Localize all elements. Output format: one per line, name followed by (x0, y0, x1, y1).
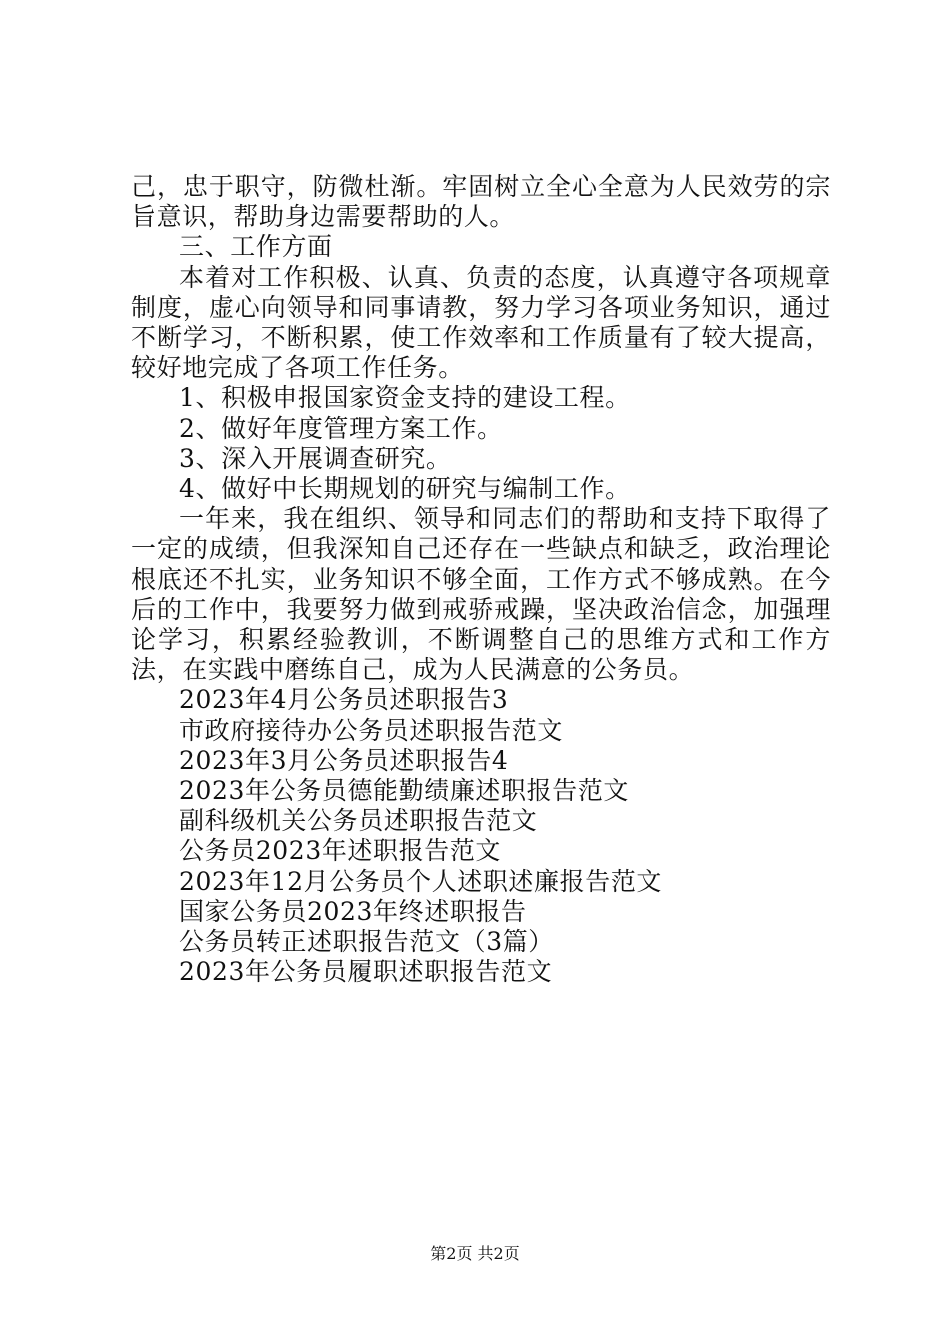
related-articles-list (131, 685, 831, 987)
document-body (131, 172, 831, 987)
related-article-link[interactable]: 2023年3月公务员述职报告4 (179, 745, 509, 775)
related-article-link[interactable]: 市政府接待办公务员述职报告范文 (179, 715, 564, 745)
paragraph-work-attitude: 本着对工作积极、认真、负责的态度，认真遵守各项规章制度，虚心向领导和同事请教，努力学习各项业务知识，通过不断学习，不断积累，使工作效率和工作质量有了较大提高，较好地完成了各项工作任务。 (131, 262, 831, 383)
section-heading-work: 三、工作方面 (179, 232, 333, 262)
list-item-3: 3、深入开展调查研究。 (179, 443, 452, 473)
list-item-4: 4、做好中长期规划的研究与编制工作。 (179, 474, 631, 504)
related-article-link[interactable]: 2023年公务员履职述职报告范文 (179, 957, 553, 987)
related-article-link[interactable]: 2023年公务员德能勤绩廉述职报告范文 (179, 776, 630, 806)
list-item-1: 1、积极申报国家资金支持的建设工程。 (179, 383, 631, 413)
page-number-footer: 第2页 共2页 (430, 1244, 520, 1263)
list-item-2: 2、做好年度管理方案工作。 (179, 413, 503, 443)
paragraph-continuation: 己，忠于职守，防微杜渐。牢固树立全心全意为人民效劳的宗旨意识，帮助身边需要帮助的人。 (131, 172, 831, 232)
related-article-link[interactable]: 公务员2023年述职报告范文 (179, 836, 502, 866)
related-article-link[interactable]: 公务员转正述职报告范文（3篇） (179, 927, 554, 957)
related-article-link[interactable]: 2023年4月公务员述职报告3 (179, 685, 509, 715)
related-article-link[interactable]: 副科级机关公务员述职报告范文 (179, 806, 538, 836)
paragraph-summary: 一年来，我在组织、领导和同志们的帮助和支持下取得了一定的成绩，但我深知自己还存在一些缺点和缺乏，政治理论根底还不扎实，业务知识不够全面，工作方式不够成熟。在今后的工作中，我要努力做到戒骄戒躁，坚决政治信念，加强理论学习，积累经验教训，不断调整自己的思维方式和工作方法，在实践中磨练自己，成为人民满意的公务员。 (131, 504, 831, 685)
related-article-link[interactable]: 2023年12月公务员个人述职述廉报告范文 (179, 866, 663, 896)
related-article-link[interactable]: 国家公务员2023年终述职报告 (179, 896, 527, 926)
